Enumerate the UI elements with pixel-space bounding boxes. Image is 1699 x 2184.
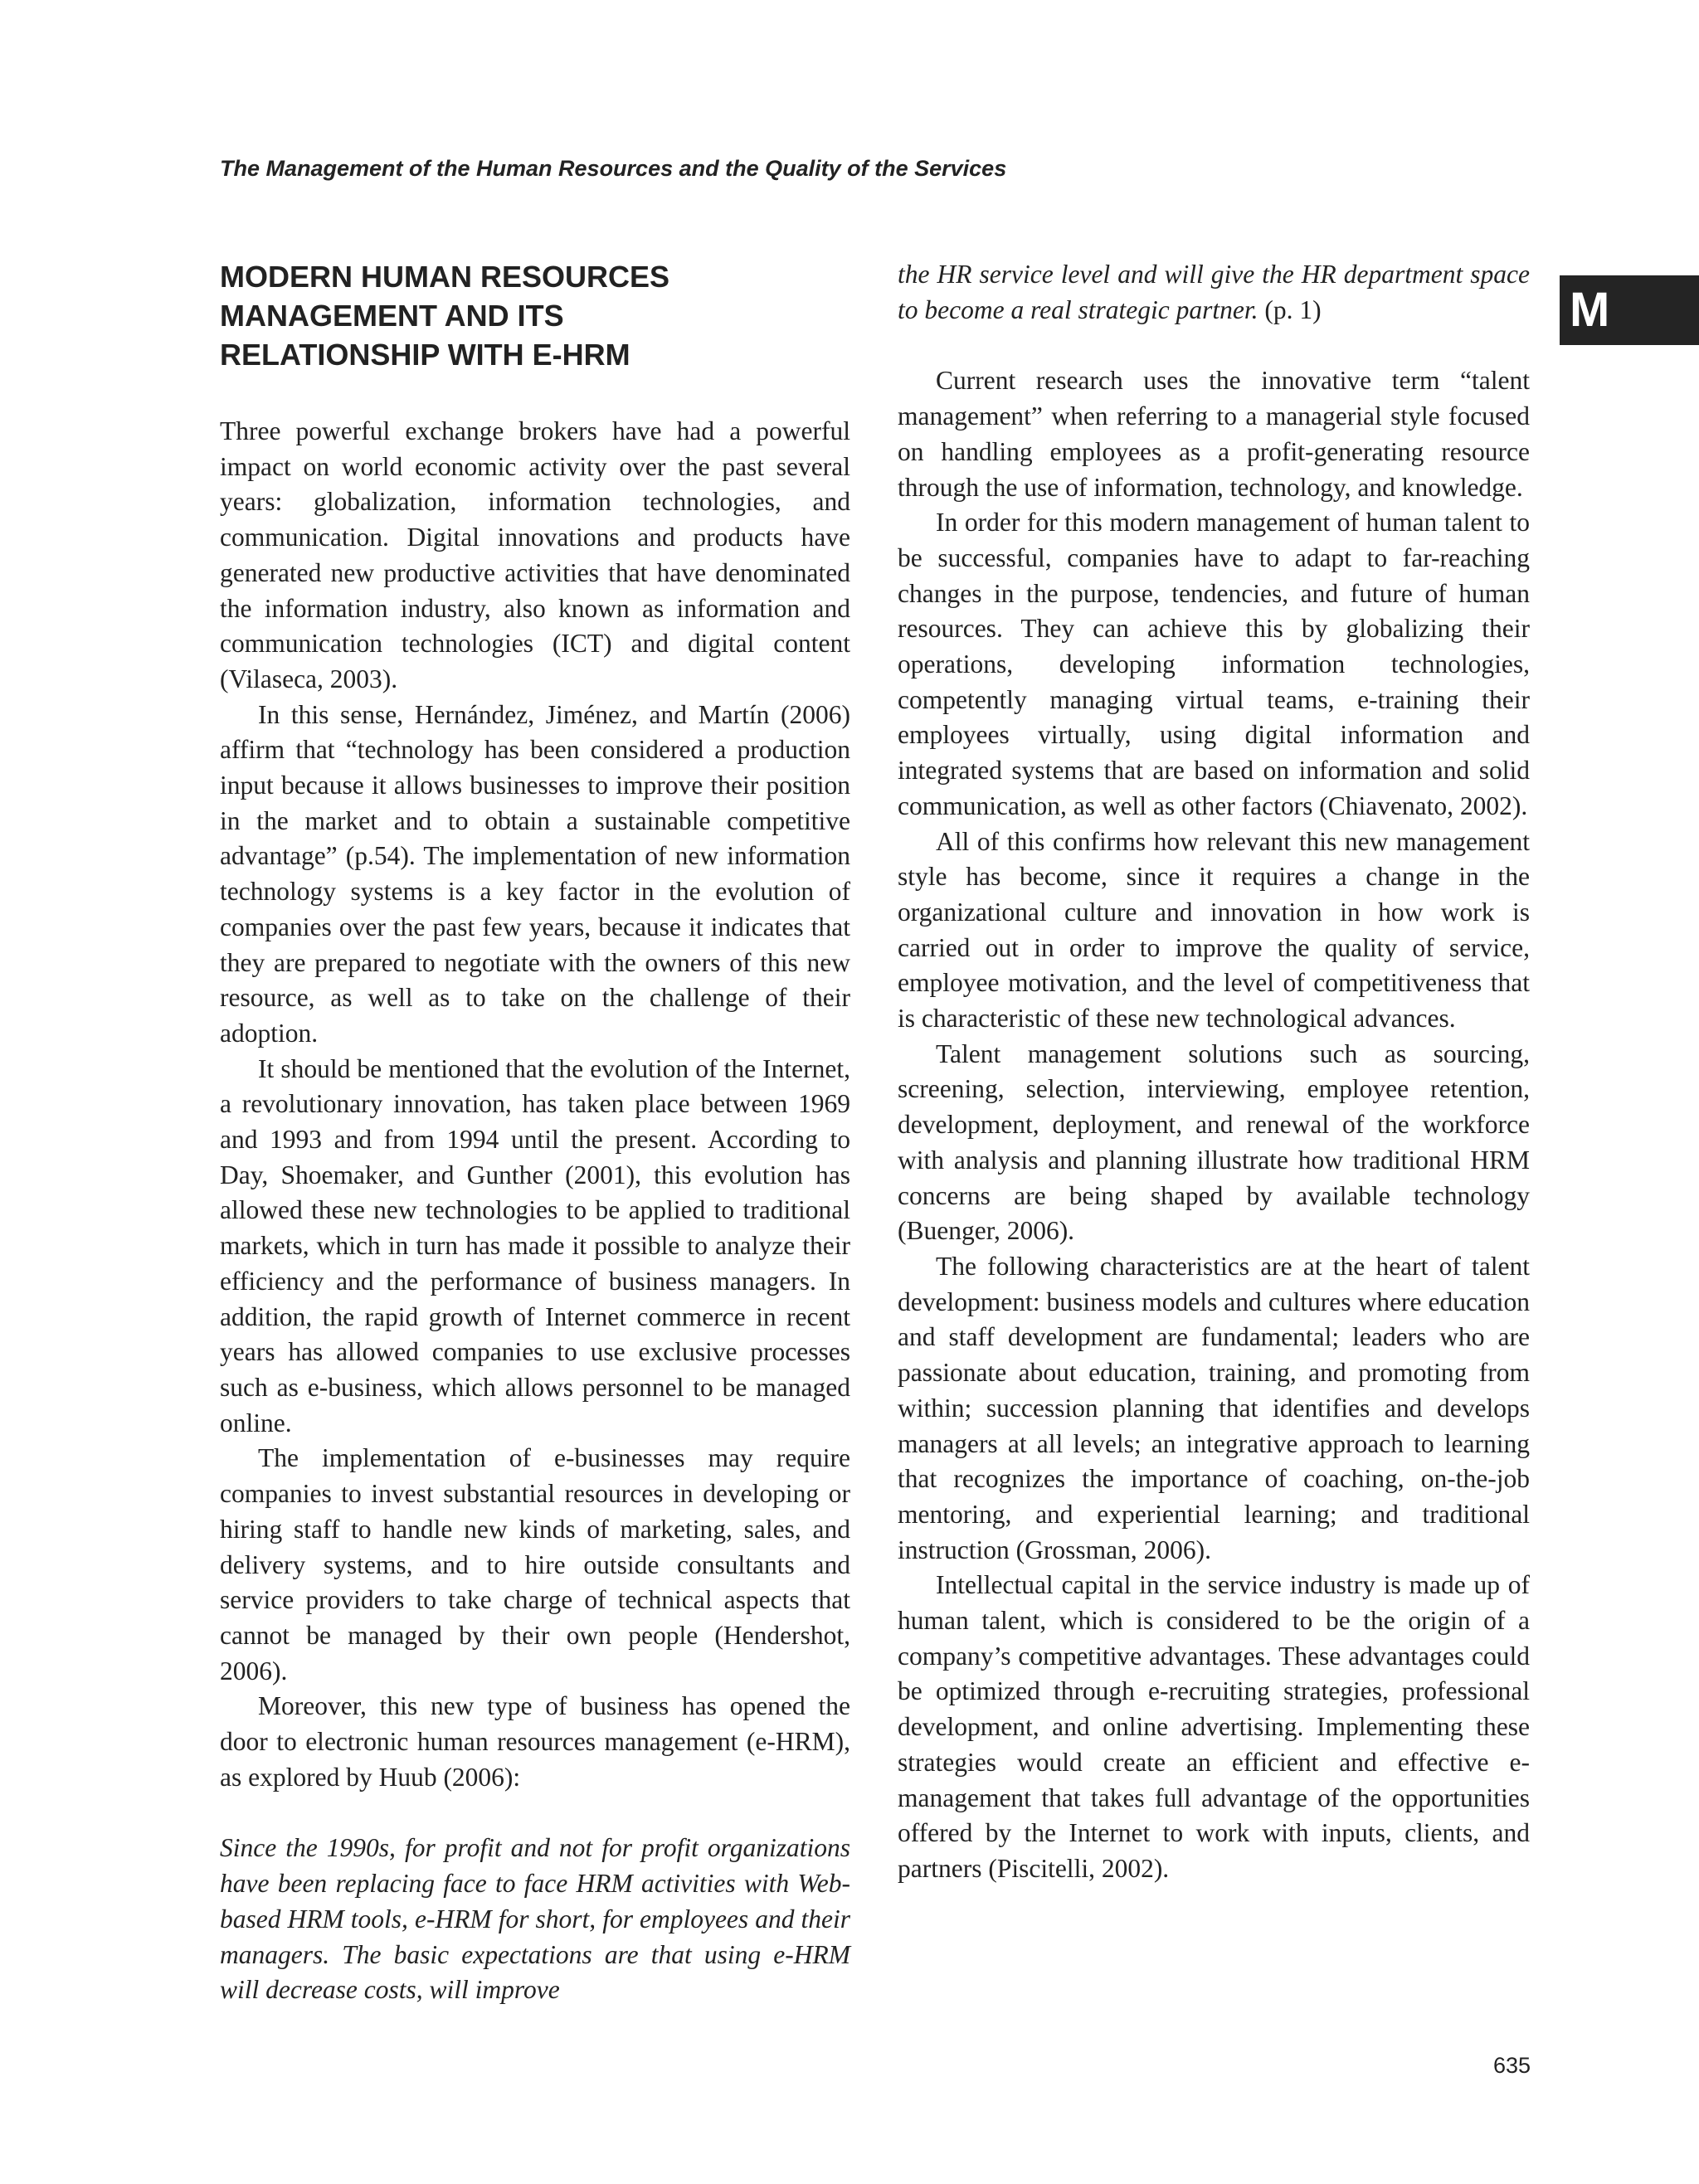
body-paragraph: In this sense, Hernández, Jiménez, and Martín (2006) affirm that “technology has been considered a production input because it allows businesses to improve their position in the market and to obtain a sustainable competitive advantage” (p.54). The implementation of new information technology systems is a key factor in the evolution of companies over the past few years, because it indicates that they are prepared to negotiate with the owners of this new resource, as well as to take on the challenge of their adoption. (220, 699, 850, 1048)
left-column (220, 257, 850, 2008)
body-paragraph: In order for this modern management of human talent to be successful, companies have to adapt to far-reaching changes in the purpose, tendencies, and future of human resources. They can achieve this by globalizing their operations, developing information technologies, competently managing virtual teams, e-training their employees virtually, using digital information and integrated systems that are based on information and solid communication, as well as other factors (Chiavenato, 2002). (898, 508, 1530, 820)
body-paragraph: The following characteristics are at the heart of talent development: business models and cultures where education and staff development are fundamental; leaders who are passionate about education, training, and promoting from within; succession planning that identifies and develops managers at all levels; an integrative approach to learning that recognizes the importance of coaching, on-the-job mentoring, and experiential learning; and traditional instruction (Grossman, 2006). (898, 1251, 1530, 1564)
right-column (898, 257, 1530, 1887)
block-quote-text: the HR service level and will give the HR department space to become a real strategic partner. (898, 260, 1530, 324)
body-paragraph: It should be mentioned that the evolution of the Internet, a revolutionary innovation, has taken place between 1969 and 1993 and from 1994 until the present. According to Day, Shoemaker, and Gunther (2001), this evolution has allowed these new technologies to be applied to traditional markets, which in turn has made it possible to analyze their efficiency and the performance of business managers. In addition, the rapid growth of Internet commerce in recent years has allowed companies to use exclusive processes such as e-business, which allows personnel to be managed online. (220, 1053, 850, 1437)
body-paragraph: All of this confirms how relevant this new management style has become, since it requires a change in the organizational culture and innovation in how work is carried out in order to improve the quality of service, employee motivation, and the level of competitiveness that is characteristic of these new technological advances. (898, 826, 1530, 1034)
section-heading (220, 257, 850, 374)
body-paragraph: Intellectual capital in the service industry is made up of human talent, which is considered to be the origin of a company’s competitive advantages. These advantages could be optimized through e-recruiting strategies, professional development, and online advertising. Implementing these strategies would create an efficient and effective e-management that takes full advantage of the opportunities offered by the Internet to work with inputs, clients, and partners (Piscitelli, 2002). (898, 1570, 1530, 1883)
body-paragraph: Moreover, this new type of business has opened the door to electronic human resources management (e-HRM), as explored by Huub (2006): (220, 1691, 850, 1792)
body-paragraph: Three powerful exchange brokers have had a powerful impact on world economic activity over the past several years: globalization, information technologies, and communication. Digital innovations and products have generated new productive activities that have denominated the information industry, also known as information and communication technologies (ICT) and digital content (Vilaseca, 2003). (220, 416, 850, 693)
running-head: The Management of the Human Resources and the Quality of the Services (220, 156, 1007, 181)
body-paragraph: The implementation of e-businesses may require companies to invest substantial resources in developing or hiring staff to handle new kinds of marketing, sales, and delivery systems, and to hire outside consultants and service providers to take charge of technical aspects that cannot be managed by their own people (Hendershot, 2006). (220, 1443, 850, 1685)
section-heading-line: MANAGEMENT AND ITS (220, 299, 564, 333)
page-number: 635 (1492, 2053, 1531, 2078)
block-quote: Since the 1990s, for profit and not for profit organizations have been replacing face to face HRM activities with Web-based HRM tools, e-HRM for short, for employees and their managers. The basic expectations are that using e-HRM will decrease costs, will improve (220, 1833, 850, 2005)
section-heading-line: MODERN HUMAN RESOURCES (220, 260, 670, 294)
body-paragraph: Current research uses the innovative term “talent management” when referring to a managerial style focused on handling employees as a profit-generating resource through the use of information, technology, and knowledge. (898, 366, 1530, 502)
quote-citation: (p. 1) (1264, 294, 1322, 324)
block-quote-continuation (898, 257, 1530, 328)
section-heading-line: RELATIONSHIP WITH E-HRM (220, 338, 630, 372)
section-letter-tab: M (1560, 275, 1699, 345)
body-paragraph: Talent management solutions such as sourcing, screening, selection, interviewing, employee retention, development, deployment, and renewal of the workforce with analysis and planning illustrate how traditional HRM concerns are being shaped by available technology (Buenger, 2006). (898, 1038, 1530, 1246)
